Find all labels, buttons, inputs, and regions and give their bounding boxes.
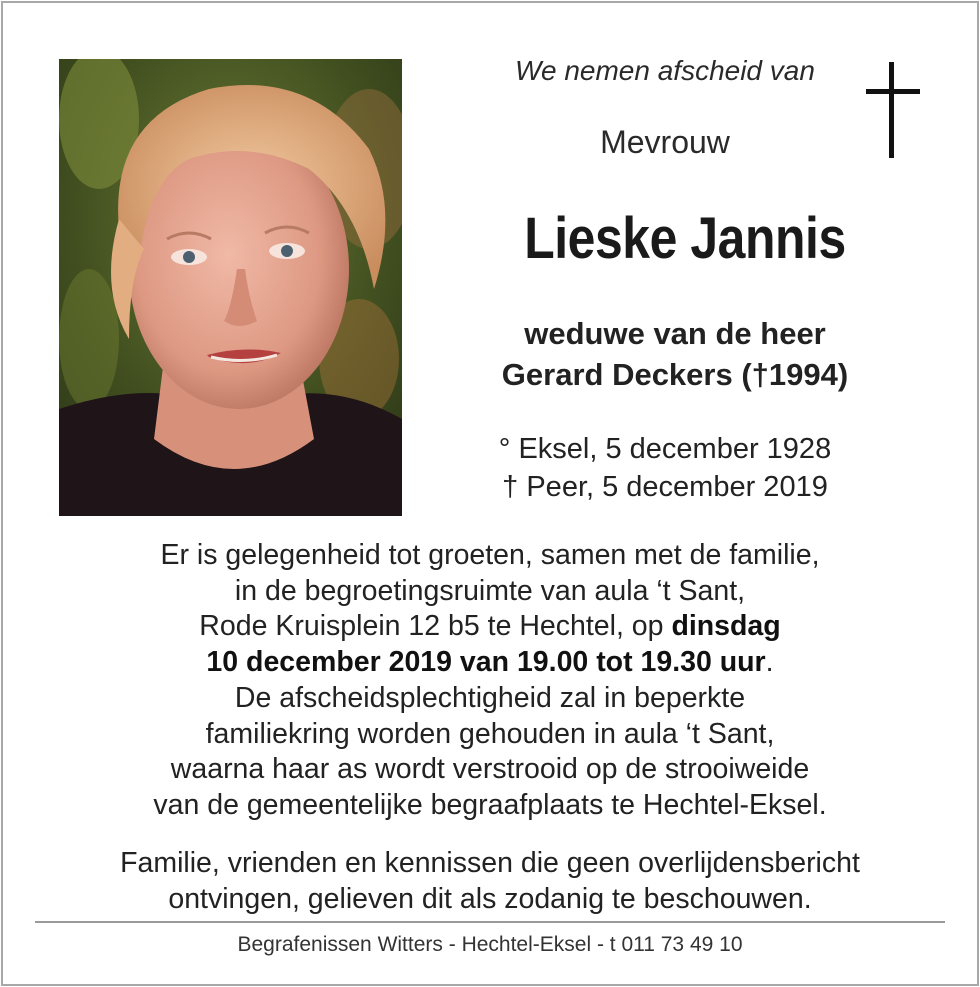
closing-line-2: ontvingen, gelieven dit als zodanig te beschouwen. bbox=[168, 883, 812, 915]
birth-line: ° Eksel, 5 december 1928 bbox=[498, 433, 832, 465]
visitation-line-5: De afscheidsplechtigheid zal in beperkte bbox=[234, 681, 746, 714]
dates-block bbox=[460, 430, 870, 506]
visitation-address: Rode Kruisplein 12 b5 te Hechtel, op bbox=[199, 610, 672, 643]
visitation-paragraph bbox=[30, 538, 950, 824]
honorific: Mevrouw bbox=[600, 124, 730, 160]
spouse-line-2: Gerard Deckers (†1994) bbox=[501, 357, 849, 392]
closing-paragraph bbox=[30, 845, 950, 917]
deceased-name: Lieske Jannis bbox=[524, 206, 846, 271]
portrait-photo bbox=[59, 59, 402, 516]
intro-text: We nemen afscheid van bbox=[515, 55, 815, 86]
visitation-datetime: 10 december 2019 van 19.00 tot 19.30 uur bbox=[206, 646, 766, 679]
spouse-line-1: weduwe van de heer bbox=[524, 316, 826, 351]
visitation-line-3 bbox=[30, 609, 950, 645]
visitation-line-6: familiekring worden gehouden in aula ‘t Sant, bbox=[205, 717, 775, 750]
portrait-illustration bbox=[59, 59, 402, 516]
visitation-day: dinsdag bbox=[671, 610, 781, 643]
death-line: † Peer, 5 december 2019 bbox=[502, 471, 828, 503]
visitation-line-2: in de begroetingsruimte van aula ‘t Sant, bbox=[234, 574, 746, 607]
visitation-period: . bbox=[765, 646, 774, 679]
visitation-line-7: waarna haar as wordt verstrooid op de strooiweide bbox=[170, 753, 810, 786]
visitation-line-4 bbox=[30, 645, 950, 681]
closing-line-1: Familie, vrienden en kennissen die geen overlijdensbericht bbox=[120, 847, 860, 879]
spouse-block bbox=[440, 313, 910, 395]
visitation-line-1: Er is gelegenheid tot groeten, samen met de familie, bbox=[160, 539, 820, 571]
footer-divider bbox=[35, 921, 945, 923]
cross-icon bbox=[862, 62, 924, 160]
visitation-line-8: van de gemeentelijke begraafplaats te Hechtel-Eksel. bbox=[153, 788, 827, 821]
funeral-home-footer: Begrafenissen Witters - Hechtel-Eksel - t 011 73 49 10 bbox=[237, 933, 743, 956]
